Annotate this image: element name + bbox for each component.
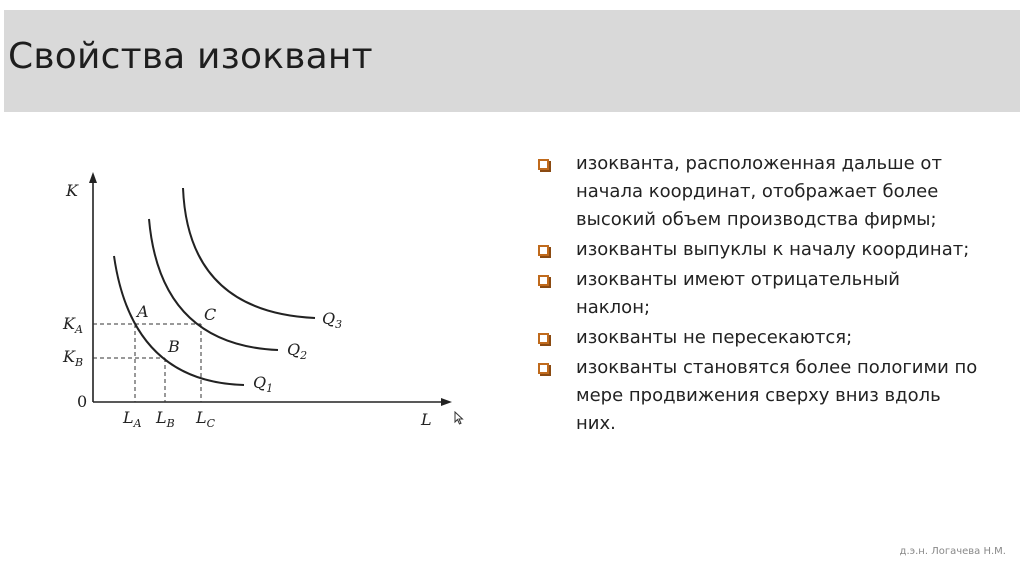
checkbox-bullet-icon (538, 159, 549, 170)
isoquant-q1 (114, 256, 244, 385)
curve-q1-label: $Q_1$ (253, 373, 274, 395)
y-axis-arrow (89, 172, 97, 183)
list-item: изокванты имеют отрицательный наклон; (538, 266, 978, 322)
point-b-label: B (168, 337, 180, 356)
cursor-arrow-icon (454, 411, 464, 425)
point-a-label: A (137, 302, 149, 321)
curve-q2-label: $Q_2$ (287, 340, 308, 362)
slide-title: Свойства изоквант (8, 36, 373, 77)
checkbox-bullet-icon (538, 333, 549, 344)
point-c-label: C (204, 305, 217, 324)
origin-label: 0 (77, 392, 88, 411)
tick-ka: $K_A$ (63, 314, 83, 336)
checkbox-bullet-icon (538, 275, 549, 286)
isoquant-q2 (149, 219, 278, 350)
list-item: изокванты выпуклы к началу координат; (538, 236, 978, 264)
isoquant-q3 (183, 188, 315, 318)
list-item: изокванты становятся более пологими по мере продвижения сверху вниз вдоль них. (538, 354, 978, 438)
axis-x-label: L (421, 410, 432, 429)
checkbox-bullet-icon (538, 245, 549, 256)
tick-lb: $L_B$ (156, 408, 175, 430)
properties-list (538, 150, 978, 440)
curve-q3-label: $Q_3$ (322, 309, 343, 331)
author-credit: д.э.н. Логачева Н.М. (899, 546, 1006, 557)
list-item: изокванта, расположенная дальше от начала координат, отображает более высокий объем производства фирмы; (538, 150, 978, 234)
isoquant-diagram (0, 160, 480, 440)
axis-y-label: K (66, 181, 78, 200)
tick-la: $L_A$ (123, 408, 142, 430)
tick-lc: $L_C$ (196, 408, 216, 430)
checkbox-bullet-icon (538, 363, 549, 374)
list-item: изокванты не пересекаются; (538, 324, 978, 352)
x-axis-arrow (441, 398, 452, 406)
tick-kb: $K_B$ (63, 347, 84, 369)
